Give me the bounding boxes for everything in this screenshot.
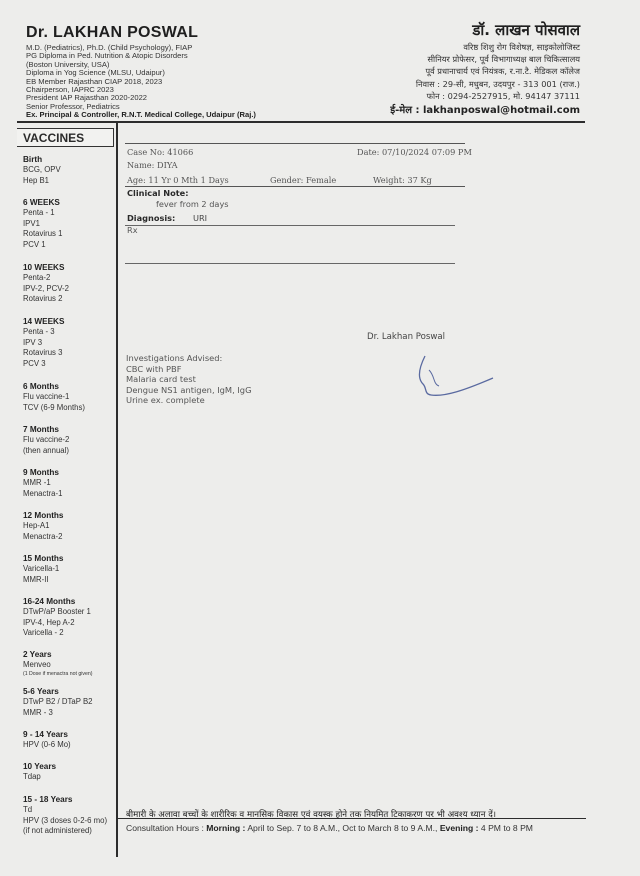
qualification-line: Diploma in Yog Science (MLSU, Udaipur) — [26, 68, 165, 78]
vaccine-group-14-weeks — [23, 316, 123, 369]
qualification-line: Chairperson, IAPRC 2023 — [26, 85, 114, 95]
email-line: ई-मेल : lakhanposwal@hotmail.com — [390, 105, 580, 117]
qualification-line: PG Diploma in Ped. Nutrition & Atopic Disorders — [26, 51, 188, 61]
vaccine-item: (then annual) — [23, 445, 69, 455]
investigations-block — [126, 353, 252, 406]
vaccine-group-birth — [23, 154, 123, 186]
vaccine-item: Menveo — [23, 660, 51, 669]
vaccine-item: IPV 3 — [23, 337, 43, 347]
vaccine-group-10-weeks — [23, 262, 123, 305]
investigation-item: Dengue NS1 antigen, IgM, IgG — [126, 384, 252, 395]
qualification-line: M.D. (Pediatrics), Ph.D. (Child Psychology), FIAP — [26, 43, 193, 52]
vaccine-group-15-18-years — [23, 794, 123, 837]
vaccine-group-9-14-years — [23, 729, 123, 751]
vaccine-item: Penta - 3 — [23, 327, 55, 336]
vaccine-item: Varicella-1 — [23, 564, 60, 573]
vaccine-group-6-weeks — [23, 197, 123, 250]
vaccine-group-7-months — [23, 424, 123, 456]
vaccine-item: DTwP/aP Booster 1 — [23, 607, 91, 616]
vaccine-item: Rotavirus 3 — [23, 348, 63, 358]
vaccine-item: IPV1 — [23, 218, 40, 228]
visit-date: Date: 07/10/2024 07:09 PM — [357, 147, 472, 157]
rx-top-line — [125, 143, 465, 144]
qualifications-list — [26, 44, 346, 120]
vaccine-item: Tdap — [23, 772, 41, 781]
vaccine-item: Hep-A1 — [23, 521, 50, 530]
vaccine-group-12-months — [23, 510, 123, 542]
diagnosis-value: URI — [193, 213, 208, 223]
case-number: Case No: 41066 — [127, 147, 194, 157]
vaccine-item: Flu vaccine-2 — [23, 435, 70, 444]
vaccine-group-10-years — [23, 761, 123, 783]
consultation-hours — [126, 823, 533, 833]
investigation-item: Malaria card test — [126, 374, 196, 385]
investigation-item: CBC with PBF — [126, 363, 182, 374]
vaccine-item: BCG, OPV — [23, 165, 61, 174]
vaccine-group-heading: 2 Years — [23, 650, 52, 659]
patient-age: Age: 11 Yr 0 Mth 1 Days — [127, 175, 229, 185]
vaccine-item: DTwP B2 / DTaP B2 — [23, 697, 93, 706]
morning-hours: April to Sep. 7 to 8 A.M., Oct to March 8 to 9 A.M., — [247, 823, 438, 833]
hindi-line: फोन : 0294-2527915, मो. 94147 37111 — [426, 90, 580, 101]
vaccine-group-heading: 7 Months — [23, 425, 59, 434]
clinical-note-label: Clinical Note: — [127, 188, 189, 198]
vaccine-item: Menactra-1 — [23, 488, 63, 498]
vaccine-item: Penta-2 — [23, 273, 51, 282]
vaccines-title: VACCINES — [17, 128, 114, 147]
vaccine-group-heading: 6 Months — [23, 382, 59, 391]
vaccine-group-heading: 6 WEEKS — [23, 198, 60, 207]
vaccine-group-heading: 10 Years — [23, 762, 57, 771]
vaccine-group-15-months — [23, 553, 123, 585]
diagnosis-label: Diagnosis: — [127, 213, 176, 223]
vaccine-group-16-24-months — [23, 596, 123, 639]
vaccine-group-heading: 14 WEEKS — [23, 317, 65, 326]
vaccine-group-heading: 9 - 14 Years — [23, 730, 68, 739]
morning-label: Morning : — [206, 823, 246, 833]
vaccine-item: Varicella - 2 — [23, 628, 64, 638]
vaccine-item: HPV (3 doses 0-2-6 mo) — [23, 815, 108, 825]
vaccine-item: IPV-2, PCV-2 — [23, 283, 69, 293]
hours-label: Consultation Hours : — [126, 823, 204, 833]
vaccine-item: Penta - 1 — [23, 208, 55, 217]
vaccine-item: MMR-II — [23, 574, 49, 584]
vaccine-group-9-months — [23, 467, 123, 499]
vaccine-group-5-6-years — [23, 686, 123, 718]
vaccine-group-heading: 15 - 18 Years — [23, 795, 73, 804]
vaccine-group-heading: 9 Months — [23, 468, 59, 477]
vaccine-note: (1 Dose if menactra not given) — [23, 670, 93, 677]
patient-weight: Weight: 37 Kg — [373, 175, 432, 185]
vaccine-item: TCV (6-9 Months) — [23, 402, 85, 412]
vaccine-item: Td — [23, 805, 33, 814]
qualification-line: (Boston University, USA) — [26, 59, 110, 69]
vaccine-item: IPV-4, Hep A-2 — [23, 617, 75, 627]
vaccine-group-heading: 5-6 Years — [23, 687, 59, 696]
vaccine-item: PCV 3 — [23, 358, 46, 368]
vaccine-group-heading: 16-24 Months — [23, 597, 76, 606]
clinical-note: fever from 2 days — [156, 199, 229, 209]
vaccine-item: MMR -1 — [23, 478, 51, 487]
hindi-line: निवास : 29-सी, मधुबन, उदयपुर - 313 001 (राज.) — [415, 78, 580, 89]
vaccine-item: Menactra-2 — [23, 531, 63, 541]
qualification-line: EB Member Rajasthan CIAP 2018, 2023 — [26, 76, 163, 86]
qualification-line: President IAP Rajasthan 2020-2022 — [26, 93, 148, 103]
patient-gender: Gender: Female — [270, 175, 337, 185]
vaccine-group-heading: 12 Months — [23, 511, 64, 520]
vaccine-item: Flu vaccine-1 — [23, 392, 70, 401]
footer-hindi-note: बीमारी के अलावा बच्चों के शारीरिक व मानसिक विकास एवं वयस्क होने तक नियमित टिकाकरण पर भी अवश्य ध्यान दें। — [126, 810, 497, 820]
rx-label: Rx — [127, 225, 138, 235]
investigation-item: Urine ex. complete — [126, 395, 205, 406]
hindi-line: सीनियर प्रोफेसर, पूर्व विभागाध्यक्ष बाल चिकित्सालय — [427, 54, 580, 65]
vaccine-item: Hep B1 — [23, 175, 50, 185]
signature-image — [415, 350, 510, 415]
hindi-line: पूर्व प्रधानाचार्य एवं नियंत्रक, र.ना.टै. मेडिकल कॉलेज — [425, 66, 580, 77]
doctor-header-hindi — [340, 20, 580, 116]
evening-label: Evening : — [439, 823, 479, 833]
patient-name: Name: DIYA — [127, 160, 178, 170]
doctor-name: Dr. LAKHAN POSWAL — [26, 24, 199, 41]
vaccine-item: PCV 1 — [23, 239, 46, 249]
diagnosis-underline — [125, 225, 455, 226]
header-divider — [17, 121, 585, 123]
vaccine-group-heading: Birth — [23, 155, 43, 164]
doctor-name-hindi: डॉ. लाखन पोसवाल — [472, 21, 580, 39]
rx-section-line — [125, 263, 455, 264]
ex-principal-line: Ex. Principal & Controller, R.N.T. Medical College, Udaipur (Raj.) — [26, 110, 256, 120]
qualification-line: Senior Professor, Pediatrics — [26, 101, 120, 111]
doctor-header-english — [26, 24, 346, 120]
vaccine-item: HPV (0-6 Mo) — [23, 740, 71, 749]
hindi-line: वरिष्ठ शिशु रोग विशेषज्ञ, साइकोलोजिस्ट — [463, 42, 580, 52]
investigations-label: Investigations Advised: — [126, 353, 223, 363]
vaccine-group-heading: 10 WEEKS — [23, 263, 65, 272]
vaccine-item: (if not administered) — [23, 826, 92, 836]
vaccine-item: MMR - 3 — [23, 707, 53, 717]
vaccine-item: Rotavirus 2 — [23, 294, 63, 304]
doctor-signature-name: Dr. Lakhan Poswal — [367, 332, 446, 342]
vaccine-group-heading: 15 Months — [23, 554, 64, 563]
vaccine-group-2-years — [23, 649, 123, 678]
evening-hours: 4 PM to 8 PM — [480, 823, 533, 833]
vaccine-item: Rotavirus 1 — [23, 229, 63, 239]
vaccine-group-6-months — [23, 381, 123, 413]
rx-info-line — [125, 186, 465, 187]
